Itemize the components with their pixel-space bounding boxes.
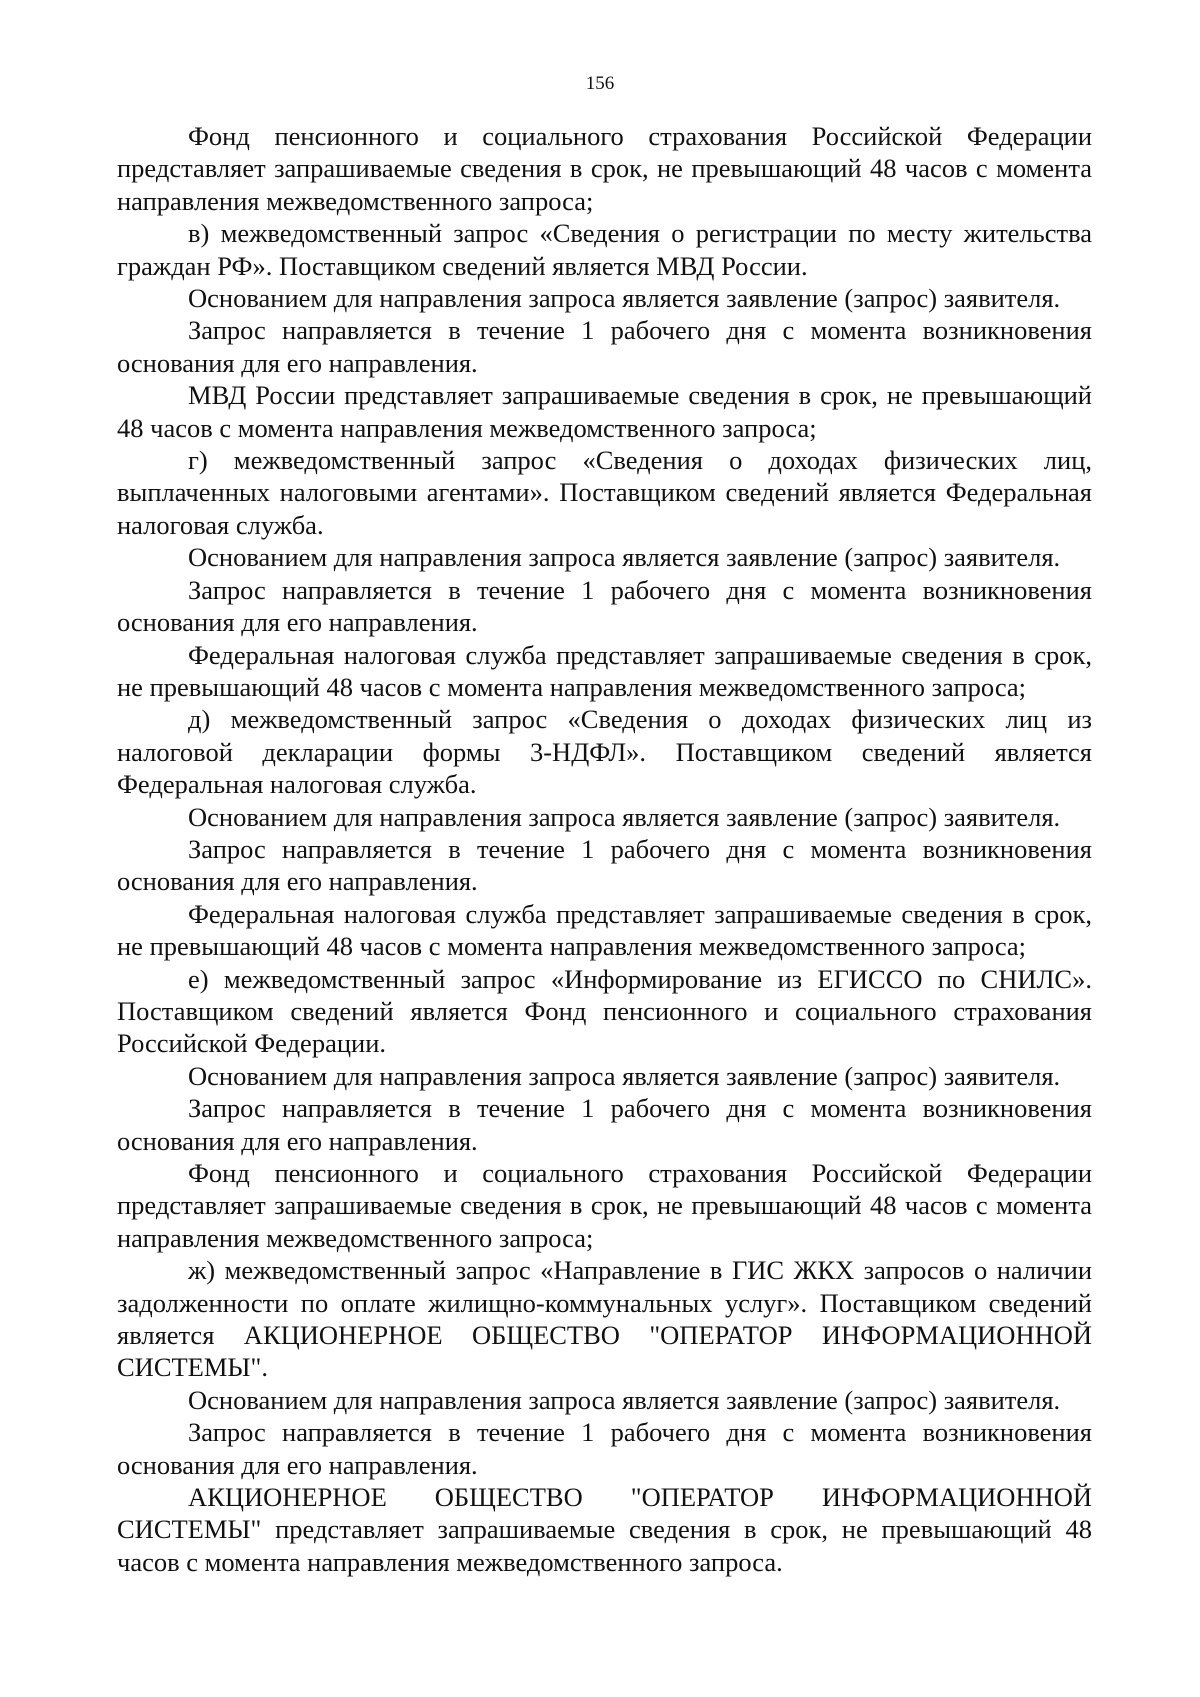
- paragraph-request-timing: Запрос направляется в течение 1 рабочего дня с момента возникновения основания для его направления.: [117, 833, 1092, 897]
- paragraph-request-timing: Запрос направляется в течение 1 рабочего дня с момента возникновения основания для его направления.: [117, 1093, 1092, 1156]
- paragraph-request-timing: Запрос направляется в течение 1 рабочего дня с момента возникновения основания для его направления.: [117, 1417, 1092, 1480]
- paragraph-fns-response-time: Федеральная налоговая служба представляет запрашиваемые сведения в срок, не превышающий 48 часов с момента направления межведомственного запроса;: [117, 639, 1092, 702]
- paragraph-operator-response-time: АКЦИОНЕРНОЕ ОБЩЕСТВО "ОПЕРАТОР ИНФОРМАЦИОННОЙ СИСТЕМЫ" представляет запрашиваемые сведения в срок, не превышающий 48 часов с момента направления межведомственного запроса.: [117, 1482, 1092, 1577]
- paragraph-request-e-egisso: е) межведомственный запрос «Информирование из ЕГИССО по СНИЛС». Поставщиком сведений является Фонд пенсионного и социального страхования Российской Федерации.: [117, 963, 1092, 1059]
- paragraph-request-basis: Основанием для направления запроса является заявление (запрос) заявителя.: [188, 1060, 1061, 1091]
- paragraph-request-g-income-agents: г) межведомственный запрос «Сведения о доходах физических лиц, выплаченных налоговыми агентами». Поставщиком сведений является Федеральная налоговая служба.: [117, 445, 1092, 540]
- document-body: [117, 120, 1092, 1578]
- paragraph-request-basis: Основанием для направления запроса является заявление (запрос) заявителя.: [188, 1384, 1061, 1415]
- paragraph-pension-fund-response-time: Фонд пенсионного и социального страхования Российской Федерации представляет запрашиваемые сведения в срок, не превышающий 48 часов с момента направления межведомственного запроса;: [117, 1158, 1092, 1253]
- paragraph-fns-response-time: Федеральная налоговая служба представляет запрашиваемые сведения в срок, не превышающий 48 часов с момента направления межведомственного запроса;: [117, 898, 1092, 962]
- paragraph-request-basis: Основанием для направления запроса является заявление (запрос) заявителя.: [188, 283, 1061, 314]
- paragraph-request-v-registration: в) межведомственный запрос «Сведения о регистрации по месту жительства граждан РФ». Поставщиком сведений является МВД России.: [117, 218, 1092, 281]
- page-number: 156: [585, 73, 615, 94]
- paragraph-pension-fund-response-time: Фонд пенсионного и социального страхования Российской Федерации представляет запрашиваемые сведения в срок, не превышающий 48 часов с момента направления межведомственного запроса;: [117, 121, 1092, 216]
- paragraph-mvd-response-time: МВД России представляет запрашиваемые сведения в срок, не превышающий 48 часов с момента направления межведомственного запроса;: [117, 380, 1092, 443]
- paragraph-request-timing: Запрос направляется в течение 1 рабочего дня с момента возникновения основания для его направления.: [117, 574, 1092, 638]
- paragraph-request-zh-gis-zhkh: ж) межведомственный запрос «Направление в ГИС ЖКХ запросов о наличии задолженности по оплате жилищно-коммунальных услуг». Поставщиком сведений является АКЦИОНЕРНОЕ ОБЩЕСТВО "ОПЕРАТОР ИНФОРМАЦИОННОЙ СИСТЕМЫ".: [117, 1255, 1092, 1383]
- paragraph-request-d-3ndfl: д) межведомственный запрос «Сведения о доходах физических лиц из налоговой декларации формы 3-НДФЛ». Поставщиком сведений является Федеральная налоговая служба.: [117, 704, 1092, 800]
- paragraph-request-basis: Основанием для направления запроса является заявление (запрос) заявителя.: [188, 542, 1061, 573]
- paragraph-request-timing: Запрос направляется в течение 1 рабочего дня с момента возникновения основания для его направления.: [117, 315, 1092, 378]
- paragraph-request-basis: Основанием для направления запроса является заявление (запрос) заявителя.: [188, 801, 1061, 832]
